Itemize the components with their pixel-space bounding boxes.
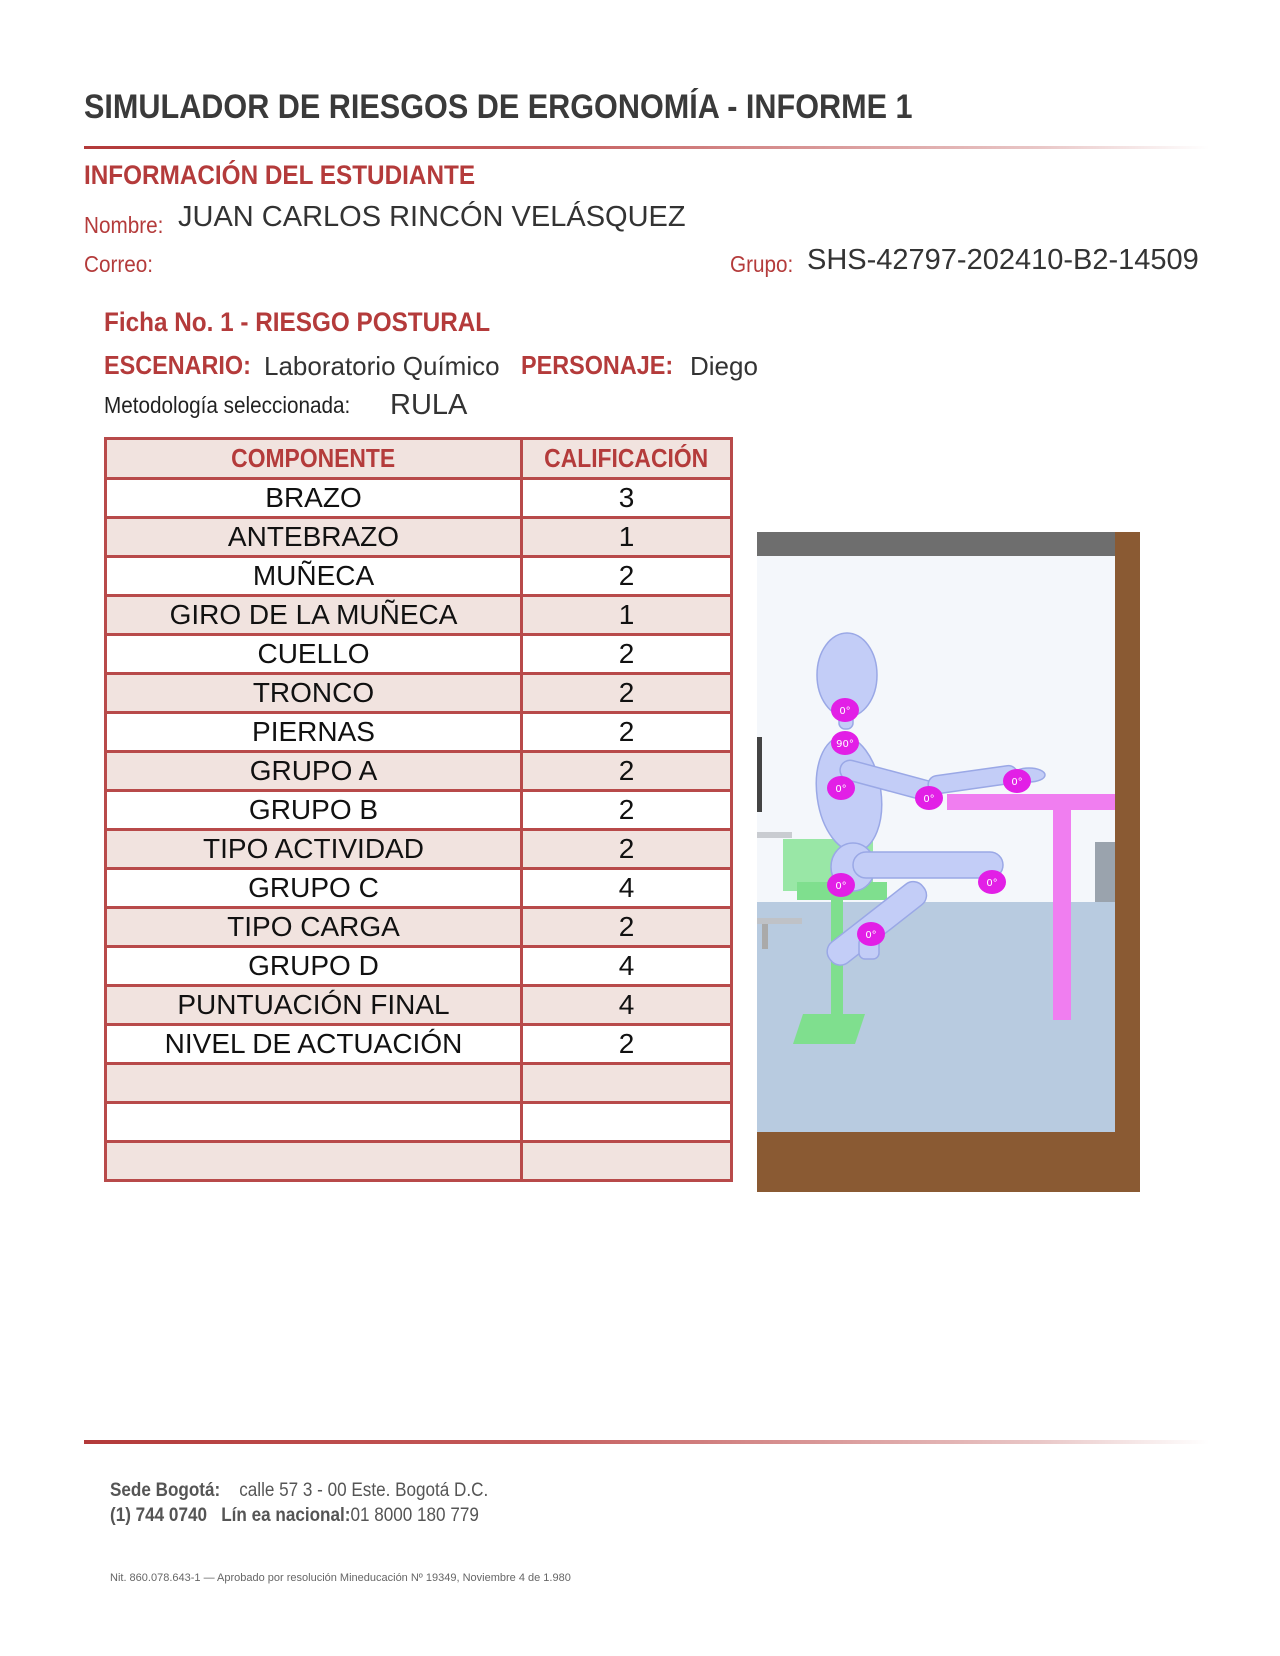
footer-linea-label: Lín ea nacional:	[221, 1505, 351, 1526]
joint-marker	[831, 731, 859, 755]
personaje-label: PERSONAJE:	[521, 350, 674, 380]
joint-angle-label: 0°	[839, 706, 851, 717]
componente-cell: GRUPO C	[106, 869, 522, 908]
calificacion-cell: 2	[522, 674, 732, 713]
table-row	[106, 1025, 732, 1064]
table-row	[106, 986, 732, 1025]
table-row	[106, 1064, 732, 1103]
table-row	[106, 791, 732, 830]
footer-divider	[84, 1440, 1209, 1444]
componente-cell: MUÑECA	[106, 557, 522, 596]
student-section-title: INFORMACIÓN DEL ESTUDIANTE	[84, 160, 476, 190]
componente-cell: GRUPO A	[106, 752, 522, 791]
report-title: SIMULADOR DE RIESGOS DE ERGONOMÍA - INFORME 1	[84, 88, 913, 126]
correo-label: Correo:	[84, 251, 154, 277]
joint-angle-label: 0°	[835, 881, 847, 892]
componente-cell: TIPO ACTIVIDAD	[106, 830, 522, 869]
scene-wall-object	[757, 737, 762, 812]
componente-cell: ANTEBRAZO	[106, 518, 522, 557]
calificacion-cell	[522, 1103, 732, 1142]
footer-legal-note: Nit. 860.078.643-1 — Aprobado por resolución Mineducación Nº 19349, Noviembre 4 de 1.980	[110, 1572, 571, 1584]
escenario-value: Laboratorio Químico	[264, 351, 500, 381]
calificacion-cell: 1	[522, 518, 732, 557]
calificacion-cell: 2	[522, 635, 732, 674]
componente-cell	[106, 1064, 522, 1103]
footer-sede-address: calle 57 3 - 00 Este. Bogotá D.C.	[239, 1480, 489, 1501]
desk-top	[947, 794, 1115, 810]
calificacion-cell: 2	[522, 1025, 732, 1064]
table-row	[106, 635, 732, 674]
componente-cell: TIPO CARGA	[106, 908, 522, 947]
componente-cell: TRONCO	[106, 674, 522, 713]
componente-cell: PUNTUACIÓN FINAL	[106, 986, 522, 1025]
joint-angle-label: 0°	[835, 784, 847, 795]
calificacion-cell: 2	[522, 908, 732, 947]
grupo-label: Grupo:	[730, 251, 794, 277]
table-header-row	[106, 439, 732, 479]
escenario-label: ESCENARIO:	[104, 350, 251, 380]
calificacion-cell: 2	[522, 752, 732, 791]
componente-cell: BRAZO	[106, 479, 522, 518]
joint-angle-label: 0°	[986, 878, 998, 889]
table-row	[106, 1142, 732, 1181]
joint-angle-label: 0°	[865, 930, 877, 941]
calificacion-cell: 2	[522, 791, 732, 830]
rula-score-table	[104, 437, 733, 1182]
footer-sede	[110, 1480, 488, 1502]
componente-cell: GRUPO D	[106, 947, 522, 986]
mannequin-thigh	[853, 852, 1003, 878]
calificacion-cell	[522, 1064, 732, 1103]
personaje-value: Diego	[690, 351, 758, 381]
footer-contact	[110, 1505, 479, 1527]
table-row	[106, 557, 732, 596]
joint-angle-label: 0°	[923, 794, 935, 805]
joint-marker	[857, 922, 885, 946]
calificacion-cell: 4	[522, 869, 732, 908]
joint-marker	[827, 776, 855, 800]
table-body	[106, 479, 732, 1181]
nombre-value: JUAN CARLOS RINCÓN VELÁSQUEZ	[178, 201, 686, 233]
ficha-title: Ficha No. 1 - RIESGO POSTURAL	[104, 307, 491, 337]
table-row	[106, 713, 732, 752]
table-row	[106, 674, 732, 713]
componente-cell: NIVEL DE ACTUACIÓN	[106, 1025, 522, 1064]
header-componente: COMPONENTE	[106, 439, 522, 479]
calificacion-cell	[522, 1142, 732, 1181]
grupo-value: SHS-42797-202410-B2-14509	[807, 244, 1199, 276]
scene-cabinet	[1095, 842, 1115, 902]
header-calificacion: CALIFICACIÓN	[522, 439, 732, 479]
calificacion-cell: 2	[522, 557, 732, 596]
scene-bench	[757, 918, 802, 924]
footer-sede-label: Sede Bogotá:	[110, 1480, 221, 1501]
joint-angle-label: 0°	[1011, 777, 1023, 788]
calificacion-cell: 3	[522, 479, 732, 518]
desk-leg	[1053, 810, 1071, 1020]
joint-marker	[978, 870, 1006, 894]
calificacion-cell: 2	[522, 830, 732, 869]
joint-marker	[1003, 769, 1031, 793]
metodologia-value: RULA	[390, 389, 468, 421]
table-row	[106, 752, 732, 791]
chair-base	[793, 1014, 865, 1044]
componente-cell: CUELLO	[106, 635, 522, 674]
table-row	[106, 830, 732, 869]
footer-phone: (1) 744 0740	[110, 1505, 207, 1526]
componente-cell	[106, 1142, 522, 1181]
footer-linea-value: 01 8000 180 779	[350, 1505, 479, 1526]
table-row	[106, 518, 732, 557]
joint-marker	[831, 698, 859, 722]
scene-shelf	[757, 832, 792, 838]
componente-cell: GIRO DE LA MUÑECA	[106, 596, 522, 635]
table-row	[106, 947, 732, 986]
joint-marker	[915, 786, 943, 810]
componente-cell: PIERNAS	[106, 713, 522, 752]
table-row	[106, 479, 732, 518]
calificacion-cell: 1	[522, 596, 732, 635]
calificacion-cell: 4	[522, 986, 732, 1025]
componente-cell	[106, 1103, 522, 1142]
metodologia-label: Metodología seleccionada:	[104, 392, 351, 418]
componente-cell: GRUPO B	[106, 791, 522, 830]
posture-scene-image	[757, 532, 1140, 1192]
table-row	[106, 1103, 732, 1142]
table-row	[106, 869, 732, 908]
joint-marker	[827, 873, 855, 897]
calificacion-cell: 2	[522, 713, 732, 752]
joint-angle-label: 90°	[836, 739, 854, 750]
table-row	[106, 908, 732, 947]
header-divider	[84, 146, 1209, 149]
nombre-label: Nombre:	[84, 212, 164, 238]
calificacion-cell: 4	[522, 947, 732, 986]
scene-ceiling	[757, 532, 1115, 556]
table-row	[106, 596, 732, 635]
